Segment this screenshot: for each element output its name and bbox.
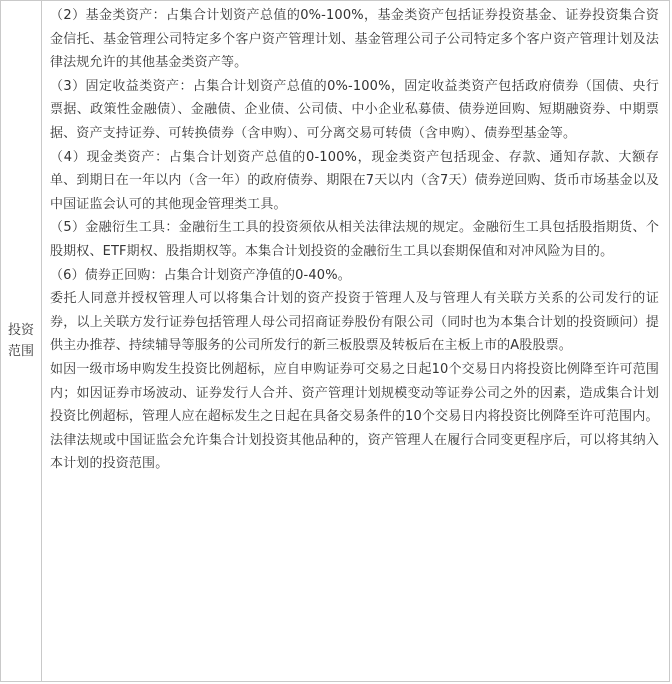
paragraph-ratio-limits: 如因一级市场申购发生投资比例超标，应自申购证券可交易之日起10个交易日内将投资比例降至许可范围内；如因证券市场波动、证券发行人合并、资产管理计划规模变动等证券公司之外的因素，造成集合计划投资比例超标，管理人应在超标发生之日起在具备交易条件的10个交易日内将投资比例降至许可范围内。 [50, 361, 659, 425]
paragraph-related-party: 委托人同意并授权管理人可以将集合计划的资产投资于管理人及与管理人有关联方关系的公司发行的证券，以上关联方发行证券包括管理人母公司招商证券股份有限公司（同时也为本集合计划的投资顾问）提供主办推荐、持续辅导等服务的公司所发行的新三板股票及转板后在主板上市的A股股票。 [50, 291, 659, 354]
paragraph-cash-assets: （4）现金类资产：占集合计划资产总值的0-100%，现金类资产包括现金、存款、通知存款、大额存单、到期日在一年以内（含一年）的政府债券、期限在7天以内（含7天）债券逆回购、货币市场基金以及中国证监会认可的其他现金管理类工具。 [50, 149, 659, 212]
paragraph-fixed-income-assets: （3）固定收益类资产：占集合计划资产总值的0%-100%，固定收益类资产包括政府债券（国债、央行票据、政策性金融债）、金融债、企业债、公司债、中小企业私募债、债券逆回购、短期融资券、中期票据、资产支持证券、可转换债券（含申购）、可分离交易可转债（含申购）、债券型基金等。 [50, 78, 659, 141]
paragraph-fund-assets: （2）基金类资产：占集合计划资产总值的0%-100%，基金类资产包括证券投资基金、证券投资集合资金信托、基金管理公司特定多个客户资产管理计划、基金管理公司子公司特定多个客户资产管理计划及法律法规允许的其他基金类资产等。 [50, 8, 659, 71]
row-label: 投资范围 [7, 323, 34, 359]
content-cell [42, 1, 669, 681]
paragraph-bond-repo: （6）债券正回购：占集合计划资产净值的0-40%。 [50, 267, 351, 283]
paragraph-derivatives: （5）金融衍生工具：金融衍生工具的投资须依从相关法律法规的规定。金融衍生工具包括股指期货、个股期权、ETF期权、股指期权等。本集合计划投资的金融衍生工具以套期保值和对冲风险为目的。 [50, 220, 659, 259]
row-label-cell [1, 1, 42, 681]
paragraph-other-varieties: 法律法规或中国证监会允许集合计划投资其他品种的，资产管理人在履行合同变更程序后，可以将其纳入本计划的投资范围。 [50, 432, 659, 472]
